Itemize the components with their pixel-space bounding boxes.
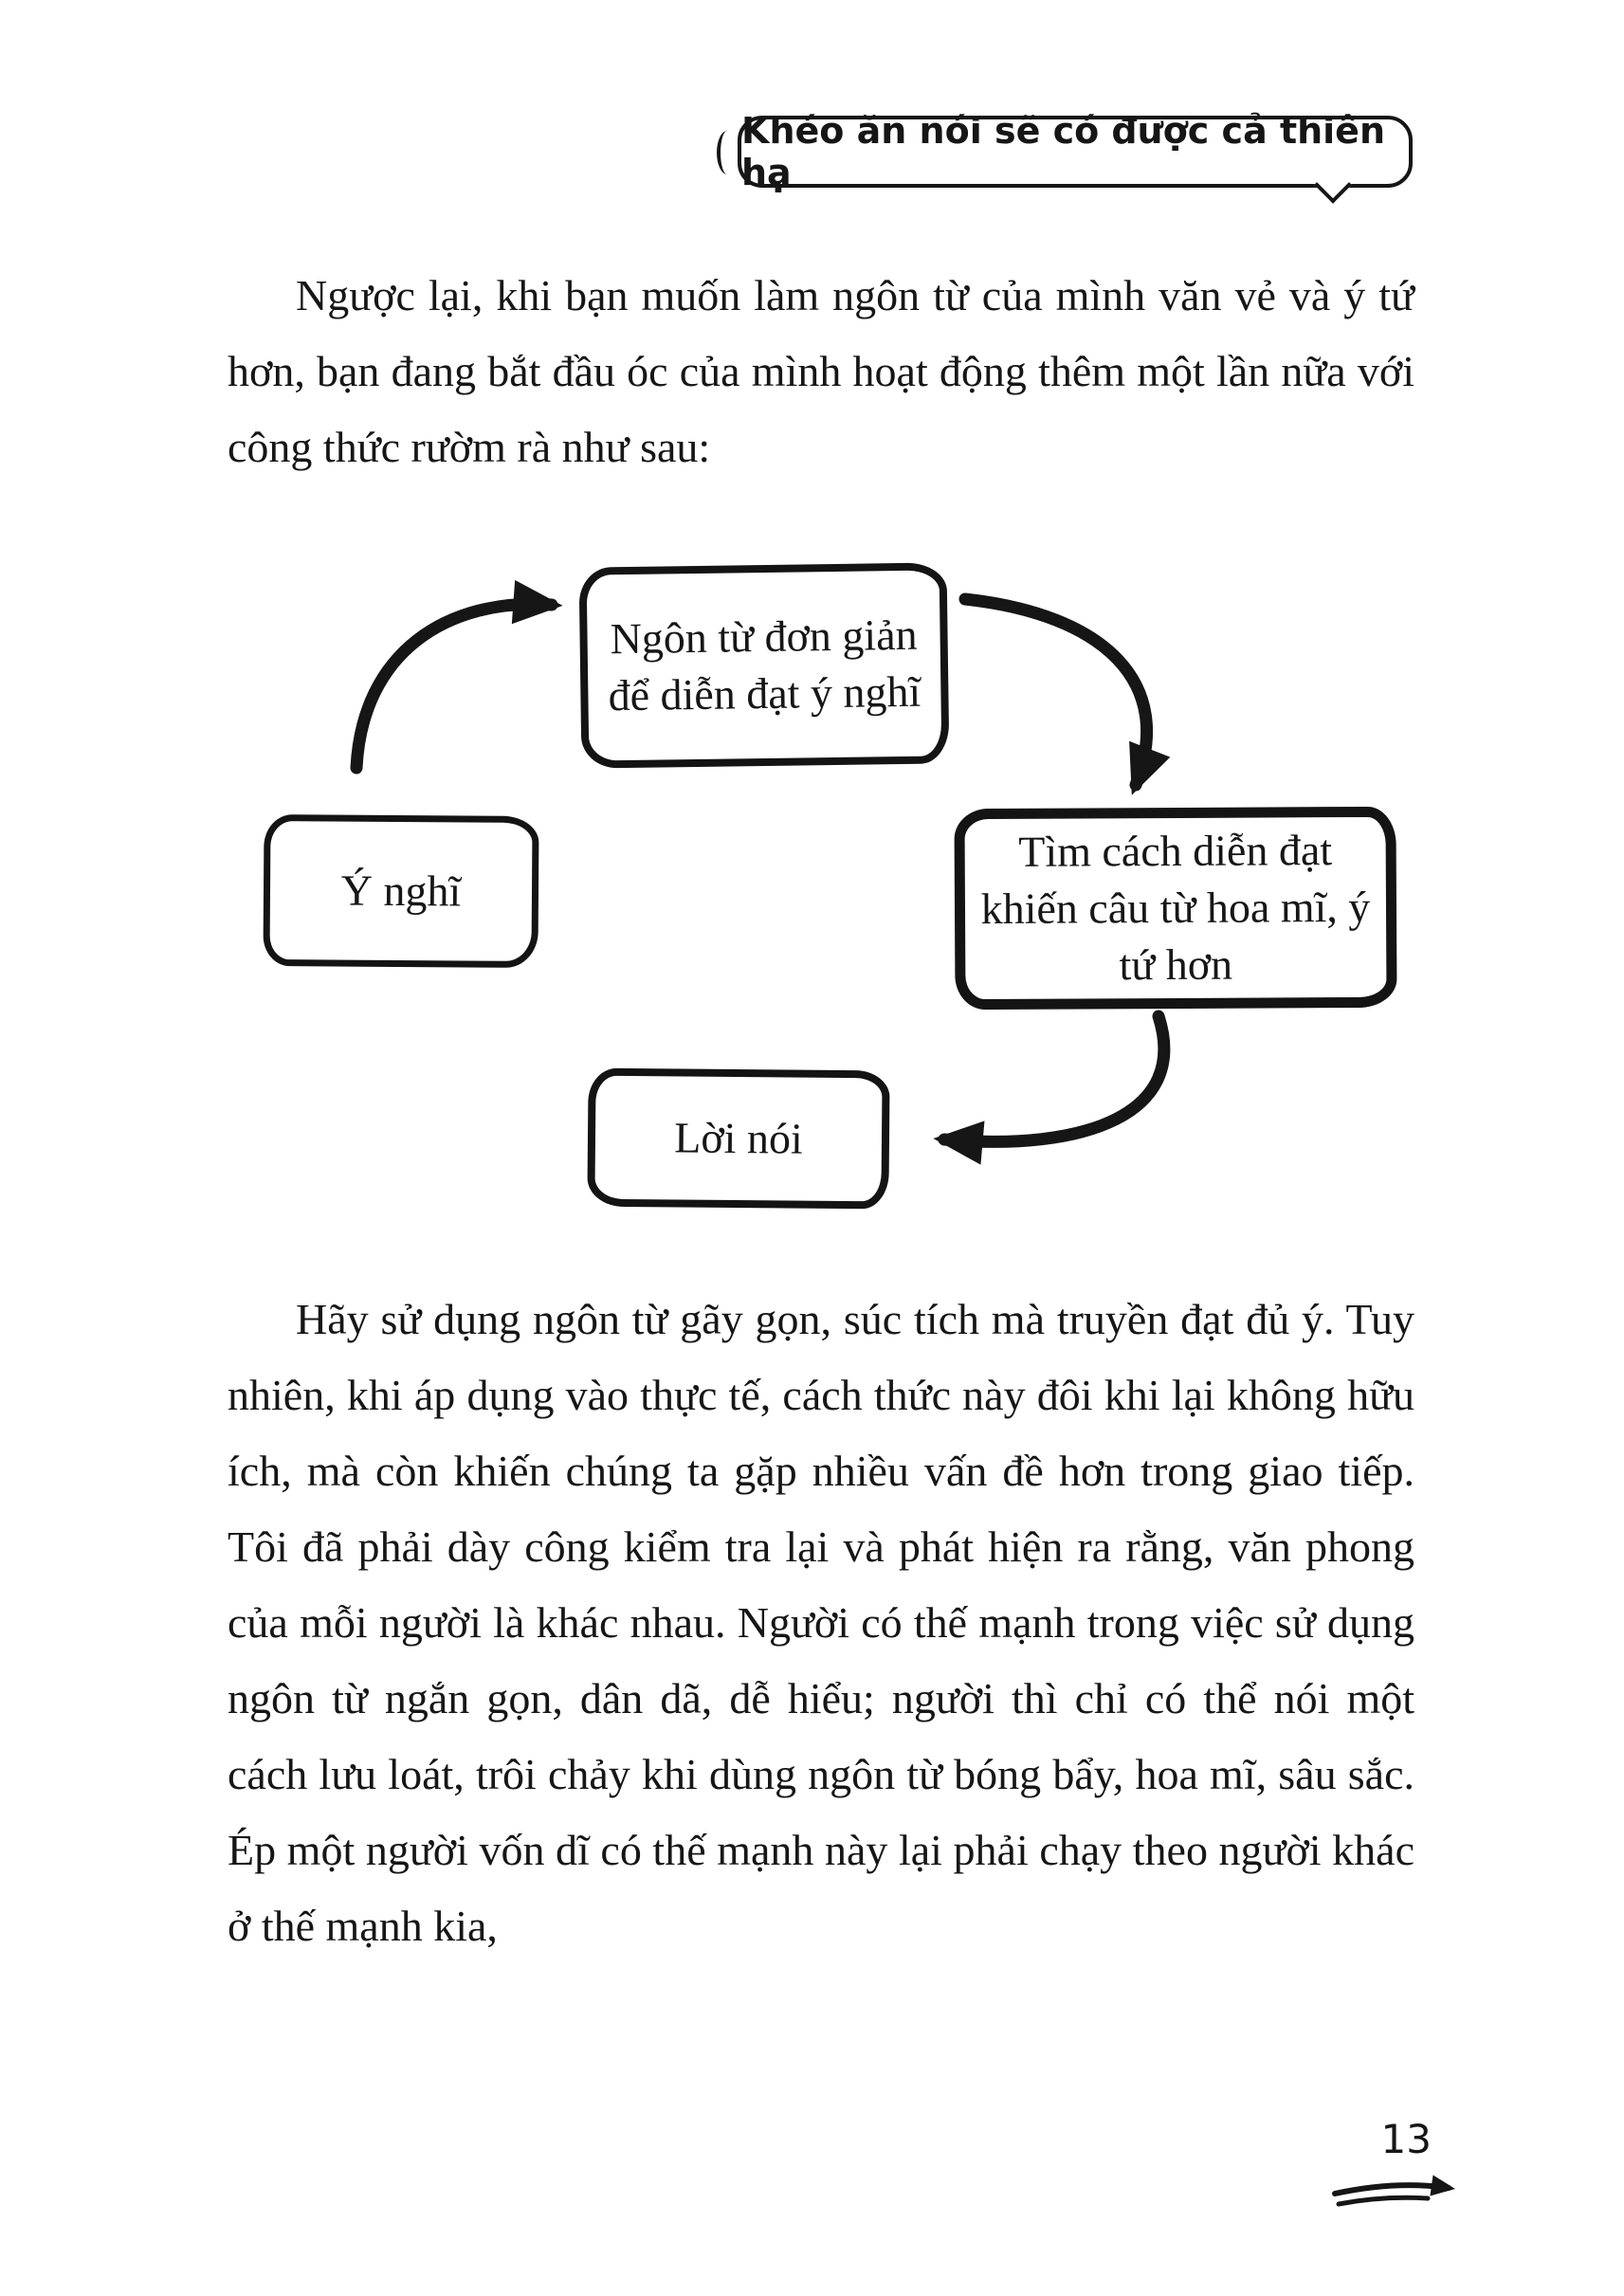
page-number: 13 xyxy=(1380,2116,1432,2162)
flow-diagram xyxy=(228,531,1422,1237)
arrow-thought-to-simple-words xyxy=(356,604,552,768)
diagram-box-speech xyxy=(587,1068,889,1210)
chapter-title: Khéo ăn nói sẽ có được cả thiên hạ xyxy=(741,110,1386,193)
diagram-box-label: Ngôn từ đơn giản để diễn đạt ý nghĩ xyxy=(608,610,921,720)
diagram-box-ornate-expression xyxy=(954,807,1396,1010)
page-corner-arrow-icon xyxy=(1329,2169,1473,2214)
diagram-box-thought xyxy=(263,814,538,968)
diagram-box-label: Ý nghĩ xyxy=(340,866,462,916)
paragraph-intro: Ngược lại, khi bạn muốn làm ngôn từ của mình văn vẻ và ý tứ hơn, bạn đang bắt đầu óc của mình hoạt động thêm một lần nữa với công thức rườm rà như sau: xyxy=(228,271,1414,471)
paragraph-body: Hãy sử dụng ngôn từ gãy gọn, súc tích mà truyền đạt đủ ý. Tuy nhiên, khi áp dụng vào thực tế, cách thức này đôi khi lại không hữu ích, mà còn khiến chúng ta gặp nhiều vấn đề hơn trong giao tiếp. Tôi đã phải dày công kiểm tra lại và phát hiện ra rằng, văn phong của mỗi người là khác nhau. Người có thế mạnh trong việc sử dụng ngôn từ ngắn gọn, dân dã, dễ hiểu; người thì chỉ có thể nói một cách lưu loát, trôi chảy khi dùng ngôn từ bóng bẩy, hoa mĩ, sâu sắc. Ép một người vốn dĩ có thế mạnh này lại phải chạy theo người khác ở thế mạnh kia, xyxy=(228,1295,1414,1950)
diagram-box-label: Tìm cách diễn đạt khiến câu từ hoa mĩ, ý tứ hơn xyxy=(980,826,1371,990)
arrow-simple-words-to-ornate xyxy=(965,599,1147,785)
diagram-box-simple-words xyxy=(579,562,950,768)
chapter-title-bubble xyxy=(738,110,1413,193)
diagram-box-label: Lời nói xyxy=(674,1113,803,1163)
arrow-ornate-to-speech xyxy=(944,1016,1164,1141)
